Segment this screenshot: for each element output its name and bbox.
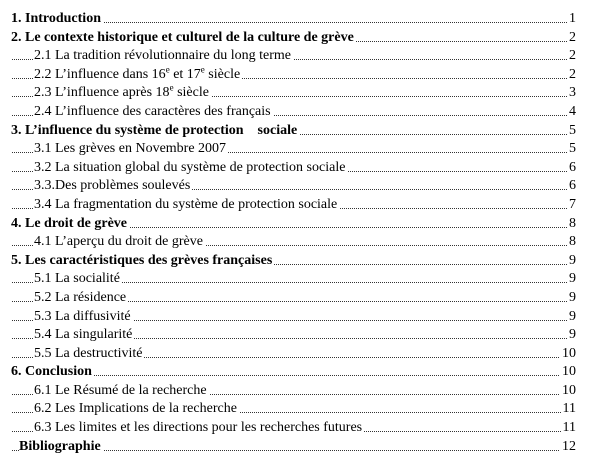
toc-entry-6-1[interactable] <box>0 382 595 401</box>
toc-entry-label: 6.2 Les Implications de la recherche <box>34 400 239 419</box>
toc-entry-label: 5.5 La destructivité <box>34 345 144 364</box>
toc-entry-2-3[interactable] <box>0 84 595 103</box>
toc-page-number: 4 <box>567 103 576 122</box>
toc-entry-5-4[interactable] <box>0 326 595 345</box>
toc-entry-label: 5.1 La socialité <box>34 270 122 289</box>
toc-entry-label: 3.3.Des problèmes soulevés <box>34 177 192 196</box>
toc-page-number: 12 <box>560 438 576 457</box>
table-of-contents <box>0 10 595 456</box>
toc-entry-caracteristiques[interactable] <box>0 252 595 271</box>
toc-entry-3-1[interactable] <box>0 140 595 159</box>
toc-entry-label: 2.4 L’influence des caractères des français <box>34 103 273 122</box>
toc-entry-label: 5. Les caractéristiques des grèves françaises <box>11 252 274 271</box>
toc-page-number: 9 <box>567 289 576 308</box>
toc-entry-bibliographie[interactable] <box>0 438 595 457</box>
toc-entry-label: 1. Introduction <box>11 10 103 29</box>
toc-entry-3-2[interactable] <box>0 159 595 178</box>
toc-page-number: 11 <box>561 400 576 419</box>
toc-page-number: 8 <box>567 215 576 234</box>
toc-entry-label: 3.4 La fragmentation du système de protection sociale <box>34 196 339 215</box>
toc-entry-2-1[interactable] <box>0 47 595 66</box>
toc-page-number: 9 <box>567 252 576 271</box>
toc-page-number: 11 <box>561 419 576 438</box>
label-part: 2.2 L’influence dans 16 <box>34 66 166 82</box>
toc-page-number: 2 <box>567 47 576 66</box>
toc-entry-4-1[interactable] <box>0 233 595 252</box>
toc-page-number: 7 <box>567 196 576 215</box>
toc-entry-5-2[interactable] <box>0 289 595 308</box>
superscript: e <box>200 64 205 75</box>
dot-leader <box>12 375 573 376</box>
toc-entry-label: 6.1 Le Résumé de la recherche <box>34 382 209 401</box>
toc-entry-label: Bibliographie <box>19 438 103 457</box>
toc-entry-5-5[interactable] <box>0 345 595 364</box>
toc-entry-label: 3.1 Les grèves en Novembre 2007 <box>34 140 228 159</box>
toc-entry-6-2[interactable] <box>0 400 595 419</box>
toc-entry-label: 2. Le contexte historique et culturel de la culture de grève <box>11 29 356 48</box>
toc-entry-droit-de-greve[interactable] <box>0 215 595 234</box>
superscript: e <box>169 82 174 93</box>
toc-entry-2-4[interactable] <box>0 103 595 122</box>
toc-entry-6-3[interactable] <box>0 419 595 438</box>
toc-entry-conclusion[interactable] <box>0 363 595 382</box>
toc-entry-label: 2.1 La tradition révolutionnaire du long terme <box>34 47 293 66</box>
toc-page-number: 10 <box>560 382 576 401</box>
toc-page-number: 9 <box>567 308 576 327</box>
toc-page-number: 9 <box>567 326 576 345</box>
toc-entry-label: 4.1 L’aperçu du droit de grève <box>34 233 205 252</box>
toc-entry-label: 5.2 La résidence <box>34 289 128 308</box>
toc-entry-2-2[interactable] <box>0 66 595 85</box>
toc-entry-3-3[interactable] <box>0 177 595 196</box>
toc-entry-5-1[interactable] <box>0 270 595 289</box>
toc-entry-label: 3. L’influence du système de protection sociale <box>11 122 299 141</box>
toc-entry-label: 4. Le droit de grève <box>11 215 129 234</box>
toc-entry-label: 6. Conclusion <box>11 363 94 382</box>
toc-entry-label: 5.4 La singularité <box>34 326 134 345</box>
toc-page-number: 2 <box>567 66 576 85</box>
toc-page-number: 10 <box>560 363 576 382</box>
toc-entry-label: 6.3 Les limites et les directions pour les recherches futures <box>34 419 364 438</box>
toc-page-number: 10 <box>560 345 576 364</box>
label-part: siècle <box>173 85 209 101</box>
toc-page-number: 8 <box>567 233 576 252</box>
toc-entry-3-4[interactable] <box>0 196 595 215</box>
toc-entry-label: 3.2 La situation global du système de protection sociale <box>34 159 347 178</box>
toc-page-number: 9 <box>567 270 576 289</box>
toc-page-number: 5 <box>567 140 576 159</box>
label-part: siècle <box>204 66 241 82</box>
toc-page-number: 3 <box>567 84 576 103</box>
toc-page-number: 6 <box>567 159 576 178</box>
toc-entry-label: 5.3 La diffusivité <box>34 308 133 327</box>
toc-entry-5-3[interactable] <box>0 308 595 327</box>
toc-entry-label <box>34 84 211 103</box>
toc-entry-label <box>34 66 242 85</box>
label-part: et 17 <box>169 66 201 82</box>
toc-page-number: 6 <box>567 177 576 196</box>
toc-page-number: 5 <box>567 122 576 141</box>
toc-page-number: 2 <box>567 29 576 48</box>
label-part: 2.3 L’influence après 18 <box>34 85 170 101</box>
toc-entry-introduction[interactable] <box>0 10 595 29</box>
toc-entry-protection-sociale[interactable] <box>0 122 595 141</box>
toc-page-number: 1 <box>567 10 576 29</box>
toc-entry-contexte-historique[interactable] <box>0 29 595 48</box>
superscript: e <box>165 64 170 75</box>
